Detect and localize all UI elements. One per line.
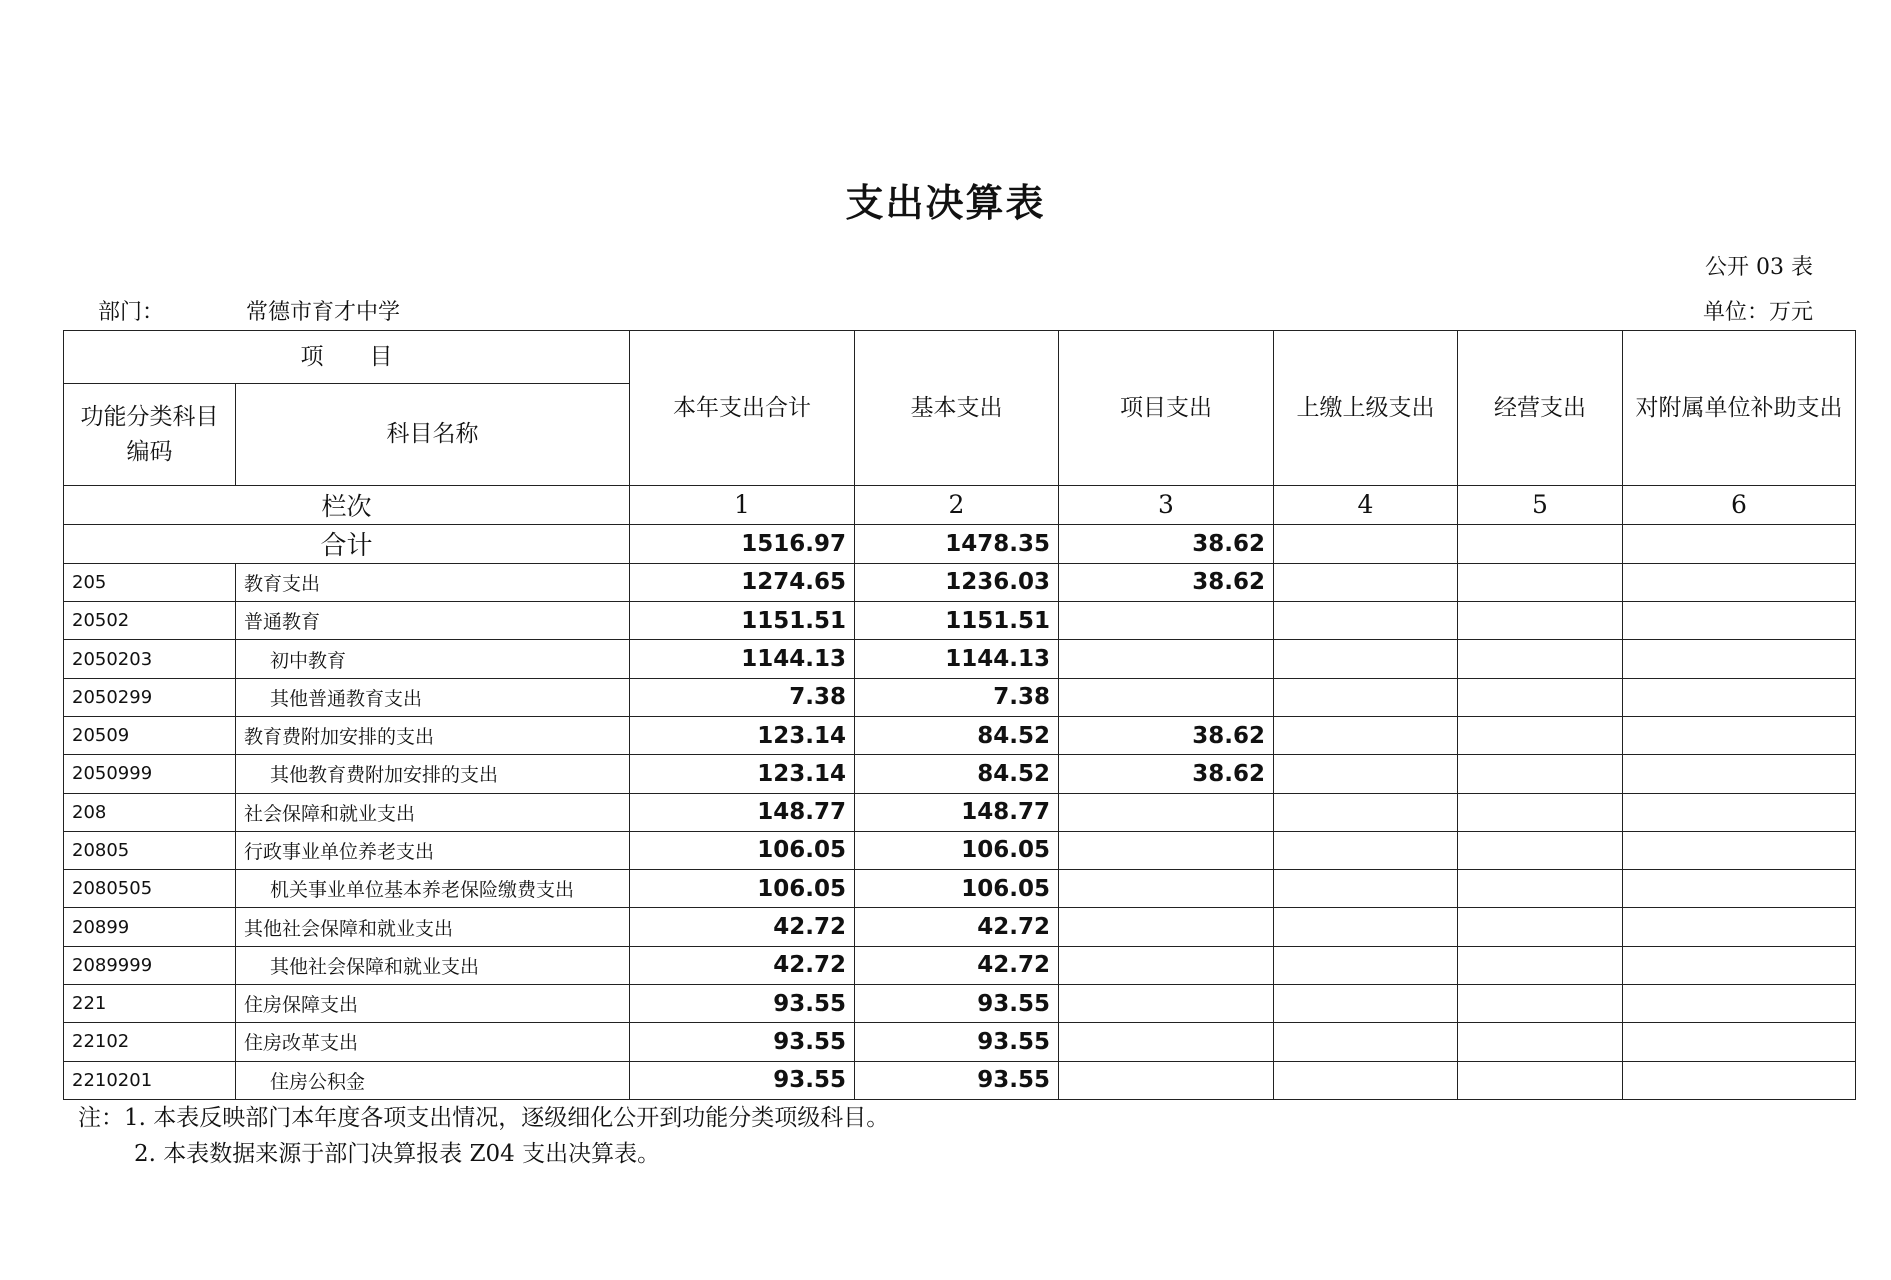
unit-label: 单位：万元 xyxy=(1702,300,1813,325)
amount-cell xyxy=(1623,755,1856,793)
department-name: 常德市育才中学 xyxy=(246,300,401,325)
amount-cell xyxy=(1059,984,1274,1022)
amount-cell xyxy=(1059,870,1274,908)
amount-cell xyxy=(1623,602,1856,640)
subject-code: 2050203 xyxy=(64,640,236,678)
amount-cell xyxy=(1059,1023,1274,1061)
subject-code: 20899 xyxy=(64,908,236,946)
total-value xyxy=(1274,524,1458,563)
amount-cell xyxy=(1059,908,1274,946)
amount-cell: 38.62 xyxy=(1059,563,1274,601)
table-row xyxy=(64,1061,1856,1100)
amount-cell: 148.77 xyxy=(855,793,1059,831)
amount-cell: 1274.65 xyxy=(630,563,855,601)
amount-cell xyxy=(1059,831,1274,869)
table-row xyxy=(64,908,1856,946)
amount-cell: 84.52 xyxy=(855,716,1059,754)
header-col-4: 上缴上级支出 xyxy=(1274,331,1458,486)
amount-cell xyxy=(1059,602,1274,640)
amount-cell: 42.72 xyxy=(630,946,855,984)
amount-cell: 1151.51 xyxy=(855,602,1059,640)
subject-code: 20805 xyxy=(64,831,236,869)
lanci-num: 3 xyxy=(1059,486,1274,524)
subject-name: 机关事业单位基本养老保险缴费支出 xyxy=(236,870,630,908)
amount-cell xyxy=(1274,563,1458,601)
amount-cell xyxy=(1623,1061,1856,1100)
amount-cell: 1144.13 xyxy=(855,640,1059,678)
amount-cell xyxy=(1458,1061,1623,1100)
amount-cell: 84.52 xyxy=(855,755,1059,793)
amount-cell xyxy=(1458,984,1623,1022)
lanci-num: 4 xyxy=(1274,486,1458,524)
amount-cell xyxy=(1458,870,1623,908)
amount-cell: 148.77 xyxy=(630,793,855,831)
expenditure-table xyxy=(63,330,1856,1100)
amount-cell: 93.55 xyxy=(630,984,855,1022)
amount-cell xyxy=(1059,1061,1274,1100)
amount-cell xyxy=(1274,870,1458,908)
lanci-num: 6 xyxy=(1623,486,1856,524)
amount-cell xyxy=(1458,640,1623,678)
subject-code: 2050999 xyxy=(64,755,236,793)
amount-cell: 7.38 xyxy=(855,678,1059,716)
table-row xyxy=(64,1023,1856,1061)
department-label: 部门： xyxy=(98,300,165,325)
header-code: 功能分类科目编码 xyxy=(64,383,236,485)
table-row xyxy=(64,793,1856,831)
page-title: 支出决算表 xyxy=(845,180,1046,225)
amount-cell xyxy=(1274,755,1458,793)
amount-cell xyxy=(1623,984,1856,1022)
amount-cell: 1151.51 xyxy=(630,602,855,640)
subject-code: 208 xyxy=(64,793,236,831)
table-row xyxy=(64,984,1856,1022)
amount-cell: 1236.03 xyxy=(855,563,1059,601)
amount-cell: 38.62 xyxy=(1059,716,1274,754)
amount-cell xyxy=(1458,678,1623,716)
amount-cell xyxy=(1458,946,1623,984)
amount-cell xyxy=(1623,716,1856,754)
amount-cell: 7.38 xyxy=(630,678,855,716)
amount-cell: 93.55 xyxy=(855,1061,1059,1100)
table-row xyxy=(64,563,1856,601)
header-name: 科目名称 xyxy=(236,383,630,485)
amount-cell xyxy=(1623,831,1856,869)
table-row xyxy=(64,755,1856,793)
subject-code: 2080505 xyxy=(64,870,236,908)
total-value: 38.62 xyxy=(1059,524,1274,563)
amount-cell: 93.55 xyxy=(630,1061,855,1100)
subject-code: 2050299 xyxy=(64,678,236,716)
amount-cell: 1144.13 xyxy=(630,640,855,678)
table-row xyxy=(64,870,1856,908)
subject-name: 行政事业单位养老支出 xyxy=(236,831,630,869)
header-col-1: 本年支出合计 xyxy=(630,331,855,486)
amount-cell xyxy=(1623,1023,1856,1061)
table-row xyxy=(64,640,1856,678)
amount-cell xyxy=(1623,870,1856,908)
amount-cell xyxy=(1458,716,1623,754)
amount-cell xyxy=(1623,563,1856,601)
amount-cell: 106.05 xyxy=(630,831,855,869)
amount-cell: 106.05 xyxy=(630,870,855,908)
amount-cell xyxy=(1274,908,1458,946)
footnotes xyxy=(78,1100,889,1172)
amount-cell xyxy=(1458,793,1623,831)
amount-cell xyxy=(1274,1061,1458,1100)
subject-name: 住房公积金 xyxy=(236,1061,630,1100)
table-row xyxy=(64,678,1856,716)
total-value xyxy=(1458,524,1623,563)
subject-name: 教育费附加安排的支出 xyxy=(236,716,630,754)
amount-cell xyxy=(1274,716,1458,754)
header-col-3: 项目支出 xyxy=(1059,331,1274,486)
amount-cell xyxy=(1274,793,1458,831)
subject-name: 普通教育 xyxy=(236,602,630,640)
subject-code: 22102 xyxy=(64,1023,236,1061)
header-col-2: 基本支出 xyxy=(855,331,1059,486)
lanci-num: 1 xyxy=(630,486,855,524)
amount-cell: 93.55 xyxy=(855,1023,1059,1061)
table-row xyxy=(64,716,1856,754)
lanci-num: 2 xyxy=(855,486,1059,524)
subject-name: 社会保障和就业支出 xyxy=(236,793,630,831)
amount-cell xyxy=(1274,831,1458,869)
subject-name: 住房改革支出 xyxy=(236,1023,630,1061)
amount-cell xyxy=(1458,755,1623,793)
subject-name: 住房保障支出 xyxy=(236,984,630,1022)
subject-name: 初中教育 xyxy=(236,640,630,678)
footnote-1: 注：1. 本表反映部门本年度各项支出情况，逐级细化公开到功能分类项级科目。 xyxy=(78,1105,890,1131)
amount-cell xyxy=(1274,984,1458,1022)
table-number: 公开 03 表 xyxy=(1705,255,1813,280)
subject-name: 其他社会保障和就业支出 xyxy=(236,908,630,946)
subject-code: 221 xyxy=(64,984,236,1022)
amount-cell xyxy=(1623,946,1856,984)
amount-cell xyxy=(1059,640,1274,678)
total-label: 合计 xyxy=(64,524,630,563)
subject-code: 2210201 xyxy=(64,1061,236,1100)
amount-cell xyxy=(1623,678,1856,716)
table-row xyxy=(64,946,1856,984)
amount-cell xyxy=(1274,678,1458,716)
subject-name: 其他教育费附加安排的支出 xyxy=(236,755,630,793)
table-row xyxy=(64,831,1856,869)
header-xiangmu: 项 目 xyxy=(64,331,630,384)
amount-cell: 123.14 xyxy=(630,716,855,754)
total-value: 1478.35 xyxy=(855,524,1059,563)
amount-cell xyxy=(1059,946,1274,984)
subject-name: 其他普通教育支出 xyxy=(236,678,630,716)
total-value: 1516.97 xyxy=(630,524,855,563)
amount-cell: 106.05 xyxy=(855,870,1059,908)
lanci-label: 栏次 xyxy=(64,486,630,524)
amount-cell xyxy=(1274,602,1458,640)
amount-cell: 93.55 xyxy=(630,1023,855,1061)
amount-cell xyxy=(1458,602,1623,640)
amount-cell xyxy=(1623,793,1856,831)
subject-code: 2089999 xyxy=(64,946,236,984)
amount-cell: 42.72 xyxy=(855,908,1059,946)
amount-cell xyxy=(1458,831,1623,869)
amount-cell: 123.14 xyxy=(630,755,855,793)
subject-code: 20502 xyxy=(64,602,236,640)
table-row xyxy=(64,602,1856,640)
amount-cell xyxy=(1274,1023,1458,1061)
amount-cell xyxy=(1458,1023,1623,1061)
amount-cell xyxy=(1274,946,1458,984)
amount-cell xyxy=(1059,793,1274,831)
amount-cell: 38.62 xyxy=(1059,755,1274,793)
subject-name: 其他社会保障和就业支出 xyxy=(236,946,630,984)
amount-cell xyxy=(1458,908,1623,946)
amount-cell xyxy=(1059,678,1274,716)
amount-cell: 42.72 xyxy=(630,908,855,946)
amount-cell: 93.55 xyxy=(855,984,1059,1022)
amount-cell: 42.72 xyxy=(855,946,1059,984)
amount-cell xyxy=(1458,563,1623,601)
total-value xyxy=(1623,524,1856,563)
amount-cell xyxy=(1623,908,1856,946)
footnote-2: 2. 本表数据来源于部门决算报表 Z04 支出决算表。 xyxy=(134,1141,661,1167)
amount-cell xyxy=(1623,640,1856,678)
subject-code: 20509 xyxy=(64,716,236,754)
header-col-6: 对附属单位补助支出 xyxy=(1623,331,1856,486)
lanci-num: 5 xyxy=(1458,486,1623,524)
amount-cell xyxy=(1274,640,1458,678)
subject-code: 205 xyxy=(64,563,236,601)
subject-name: 教育支出 xyxy=(236,563,630,601)
amount-cell: 106.05 xyxy=(855,831,1059,869)
header-col-5: 经营支出 xyxy=(1458,331,1623,486)
